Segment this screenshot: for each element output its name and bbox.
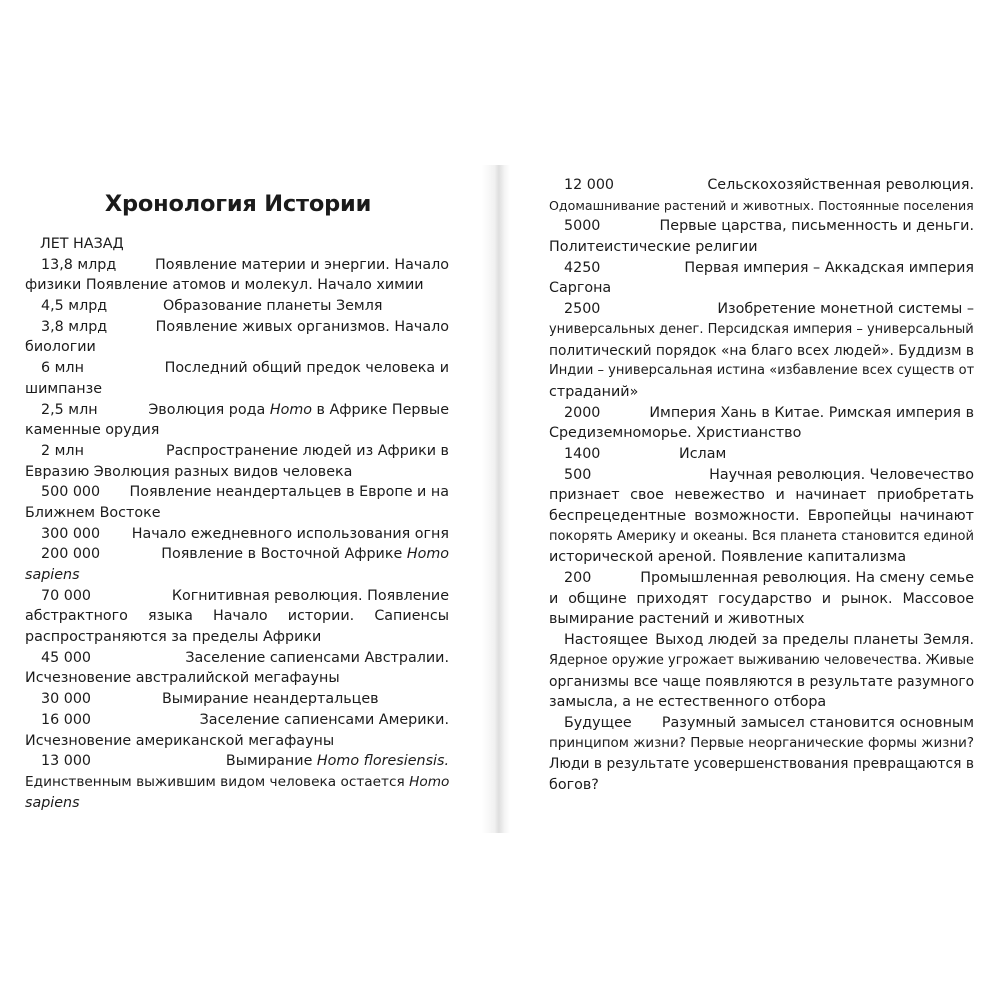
timeline-entry bbox=[25, 296, 449, 317]
entry-text: Когнитивная революция. Появление bbox=[171, 587, 449, 604]
entry-date: 13 000 bbox=[41, 753, 92, 770]
entry-continuation bbox=[25, 793, 449, 814]
entry-continuation: Саргона bbox=[549, 280, 612, 297]
entry-text-italic: Homo bbox=[406, 546, 449, 563]
entry-text: Появление материи и энергии. Начало bbox=[154, 256, 449, 273]
entry-continuation: покорять Америку и океаны. Вся планета становится единой bbox=[549, 528, 974, 544]
entry-date: 200 000 bbox=[41, 546, 101, 563]
entry-continuation: распространяются за пределы Африки bbox=[25, 629, 322, 646]
entry-continuation bbox=[25, 565, 449, 586]
entry-date: 300 000 bbox=[41, 525, 101, 542]
entry-continuation: признает свое невежество и начинает приобретать bbox=[549, 487, 974, 504]
entry-date: 2 млн bbox=[41, 442, 84, 459]
entry-date: Будущее bbox=[564, 714, 632, 731]
timeline-entry bbox=[25, 255, 449, 276]
entry-text: Появление неандертальцев в Европе и на bbox=[129, 484, 449, 501]
column-header: ЛЕТ НАЗАД bbox=[40, 236, 124, 252]
entry-date: 4,5 млрд bbox=[41, 298, 108, 315]
timeline-entry bbox=[549, 403, 974, 424]
entry-text: Первые царства, письменность и деньги. bbox=[659, 218, 974, 235]
entry-text bbox=[148, 400, 449, 421]
entry-text-italic: sapiens bbox=[25, 794, 80, 811]
entry-continuation: шимпанзе bbox=[25, 380, 103, 397]
entry-text-italic: Homo bbox=[409, 773, 450, 790]
entry-text: Образование планеты Земля bbox=[163, 298, 383, 315]
entry-text bbox=[161, 544, 449, 565]
entry-text: Заселение сапиенсами Австралии. bbox=[185, 649, 449, 666]
entry-text-italic: Homo floresiensis. bbox=[316, 753, 449, 770]
timeline-entry bbox=[549, 175, 974, 196]
entry-continuation: Одомашнивание растений и животных. Постоянные поселения bbox=[549, 197, 974, 213]
entry-date: 200 bbox=[564, 570, 592, 587]
entry-continuation: каменные орудия bbox=[25, 422, 160, 439]
entry-continuation: вымирание растений и животных bbox=[549, 611, 805, 628]
timeline-entry bbox=[25, 317, 449, 338]
entry-date: 70 000 bbox=[41, 587, 92, 604]
timeline-entry bbox=[549, 465, 974, 486]
entry-date: 6 млн bbox=[41, 360, 84, 377]
timeline-left bbox=[25, 234, 449, 813]
entry-continuation: принципом жизни? Первые неорганические формы жизни? bbox=[549, 735, 974, 751]
entry-text: Империя Хань в Китае. Римская империя в bbox=[649, 404, 974, 421]
entry-text: Научная революция. Человечество bbox=[709, 466, 974, 483]
timeline-entry bbox=[549, 444, 974, 465]
entry-continuation: физики Появление атомов и молекул. Начало химии bbox=[25, 277, 424, 294]
timeline-entry bbox=[25, 358, 449, 379]
timeline-right bbox=[549, 175, 974, 796]
entry-continuation: Ядерное оружие угрожает выживанию человечества. Живые bbox=[549, 652, 974, 668]
entry-date: 4250 bbox=[564, 259, 601, 276]
entry-text: Распространение людей из Африки в bbox=[166, 442, 449, 459]
entry-date: 5000 bbox=[564, 218, 601, 235]
entry-continuation: замысла, а не естественного отбора bbox=[549, 694, 827, 711]
entry-date: 500 bbox=[564, 466, 592, 483]
entry-date: 1400 bbox=[564, 445, 601, 462]
entry-text-italic: Homo bbox=[269, 401, 312, 418]
entry-text: Заселение сапиенсами Америки. bbox=[199, 711, 449, 728]
entry-date: 45 000 bbox=[41, 649, 92, 666]
page-title: Хронология Истории bbox=[104, 191, 372, 217]
entry-date: 2500 bbox=[564, 301, 601, 318]
entry-continuation: политический порядок «на благо всех людей». Буддизм в bbox=[549, 342, 974, 359]
timeline-entry bbox=[25, 648, 449, 669]
entry-text-part: Появление в Восточной Африке bbox=[161, 546, 407, 563]
entry-continuation: абстрактного языка Начало истории. Сапиенсы bbox=[25, 608, 449, 625]
entry-continuation: богов? bbox=[549, 776, 599, 793]
entry-text-part: Эволюция рода bbox=[148, 401, 270, 418]
entry-continuation: Люди в результате усовершенствования превращаются в bbox=[549, 756, 974, 773]
entry-date: 16 000 bbox=[41, 711, 92, 728]
entry-date: 13,8 млрд bbox=[41, 256, 117, 273]
entry-continuation: Исчезновение австралийской мегафауны bbox=[25, 670, 340, 687]
timeline-entry bbox=[25, 544, 449, 565]
entry-continuation: Политеистические религии bbox=[549, 239, 758, 256]
entry-text: Разумный замысел становится основным bbox=[661, 714, 974, 731]
timeline-entry bbox=[25, 482, 449, 503]
entry-text: Появление живых организмов. Начало bbox=[155, 318, 449, 335]
entry-continuation: Исчезновение американской мегафауны bbox=[25, 732, 335, 749]
entry-text-part: Единственным выжившим видом человека остается bbox=[25, 773, 410, 790]
entry-text: Первая империя – Аккадская империя bbox=[684, 259, 974, 276]
entry-date: 2000 bbox=[564, 404, 601, 421]
entry-text-part: Вымирание bbox=[225, 753, 317, 770]
entry-continuation: страданий» bbox=[549, 383, 639, 400]
entry-continuation: Ближнем Востоке bbox=[25, 504, 161, 521]
entry-continuation: Индии – универсальная истина «избавление всех существ от bbox=[549, 363, 975, 379]
timeline-entry bbox=[25, 441, 449, 462]
entry-date: 12 000 bbox=[564, 177, 615, 193]
timeline-entry bbox=[549, 713, 974, 734]
entry-text: Вымирание неандертальцев bbox=[162, 691, 379, 708]
timeline-entry bbox=[25, 689, 449, 710]
entry-date: 500 000 bbox=[41, 484, 101, 501]
entry-text-italic: sapiens bbox=[25, 567, 80, 583]
timeline-entry bbox=[549, 216, 974, 237]
entry-continuation: Средиземноморье. Христианство bbox=[549, 425, 802, 442]
timeline-entry bbox=[25, 751, 449, 772]
entry-text: Начало ежедневного использования огня bbox=[131, 525, 449, 542]
timeline-entry bbox=[25, 524, 449, 545]
entry-continuation: беспрецедентные возможности. Европейцы начинают bbox=[549, 508, 974, 524]
entry-text: Изобретение монетной системы – bbox=[717, 301, 974, 318]
book-gutter bbox=[482, 165, 510, 833]
entry-date: 30 000 bbox=[41, 691, 92, 708]
entry-text: Сельскохозяйственная революция. bbox=[707, 177, 974, 193]
timeline-entry bbox=[25, 400, 449, 421]
entry-text bbox=[226, 751, 449, 772]
entry-text: Промышленная революция. На смену семье bbox=[640, 570, 974, 587]
entry-continuation: Евразию Эволюция разных видов человека bbox=[25, 463, 353, 480]
timeline-entry bbox=[549, 568, 974, 589]
entry-continuation: и общине приходят государство и рынок. Массовое bbox=[549, 590, 974, 607]
entry-text: Выход людей за пределы планеты Земля. bbox=[655, 632, 974, 649]
timeline-entry bbox=[549, 630, 974, 651]
timeline-entry bbox=[25, 586, 449, 607]
entry-continuation: исторической ареной. Появление капитализма bbox=[549, 549, 907, 566]
entry-continuation: универсальных денег. Персидская империя – универсальный bbox=[549, 321, 974, 337]
entry-date: 2,5 млн bbox=[41, 401, 98, 418]
entry-text: Ислам bbox=[679, 445, 727, 462]
entry-date: 3,8 млрд bbox=[41, 318, 108, 335]
timeline-entry bbox=[549, 299, 974, 320]
entry-continuation: организмы все чаще появляются в результате разумного bbox=[549, 673, 975, 690]
timeline-entry bbox=[25, 710, 449, 731]
entry-continuation: биологии bbox=[25, 339, 96, 356]
entry-text: Последний общий предок человека и bbox=[164, 360, 449, 377]
entry-text-part: в Африке Первые bbox=[312, 401, 449, 418]
entry-continuation bbox=[25, 772, 449, 793]
entry-date: Настоящее bbox=[564, 632, 649, 649]
timeline-entry bbox=[549, 258, 974, 279]
